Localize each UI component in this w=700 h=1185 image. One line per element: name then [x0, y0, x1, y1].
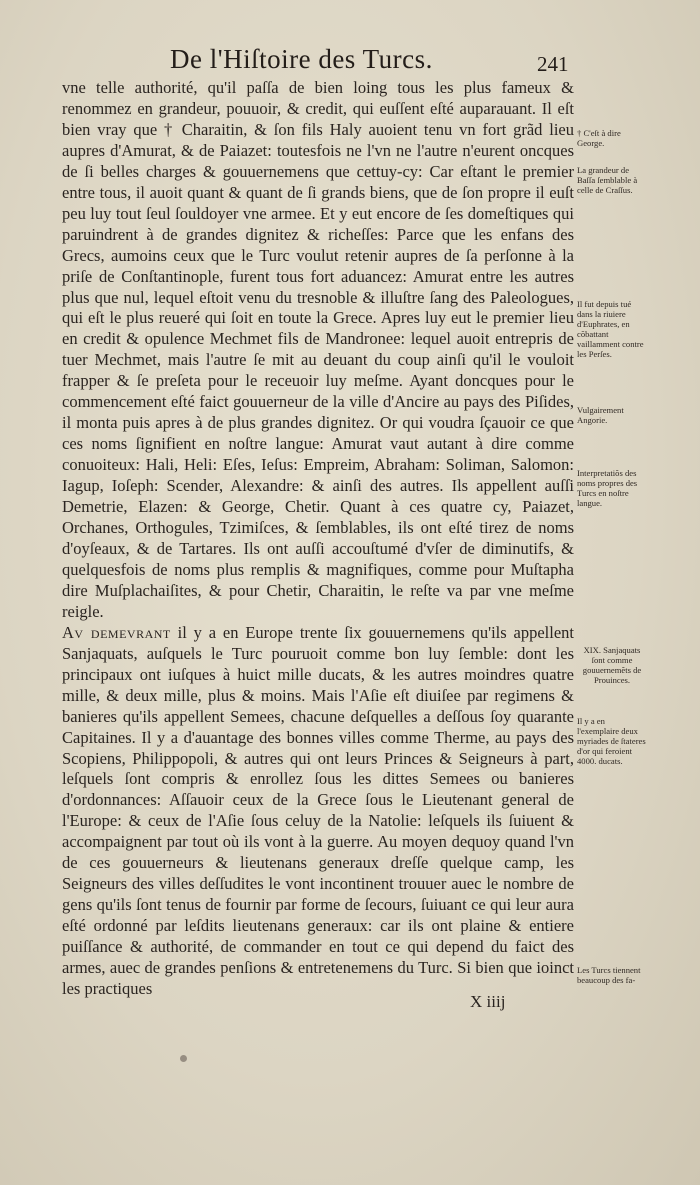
paragraph: vne telle authorité, qu'il paſſa de bien loing tous les plus fameux & renommez en grandeur, pouuoir, & credit, qui euſſent eſté auparauant. Il eſt bien vray que † Charaitin, & ſon fils Haly auoient tenu vn fort grãd lieu aupres d'Amurat, & de Paiazet: toutesfois ne l'vn ne l'autre n'eurent oncques de ſi belles charges & gouuernemens que cettuy-cy: Car eſtant le premier entre tous, il auoit quant & quant de ſi grands biens, que de ſon propre il euſt peu luy tout ſeul ſouldoyer vne armee. Et y eut encore de ſes domeſtiques qui paruindrent à de grandes dignitez & richeſſes: Parce que les enfans des Grecs, aumoins ceux que le Turc voulut retenir aupres de ſa perſonne à la priſe de Conſtantinople, furent tous fort aduancez: Amurat entre les autres plus que nul, lequel eſtoit venu du tresnoble & illuſtre ſang des Paleologues, qui eſt le plus reueré qui ſoit en toute la Grece. Apres luy eut le premier lieu en credit & opulence Mechmet fils de Mandronee: lequel auoit entrepris de tuer Mechmet, mais l'autre ſe mit au deuant du coup ainſi qu'il le vouloit frapper & ſe preſeta pour le receuoir luy meſme. Ayant doncques pour le commencement eſté faict gouuerneur de la ville d'Ancire au pays des Piſides, il monta puis apres à de plus grandes dignitez. Or qui voudra ſçauoir ce que ces noms ſignifient en noſtre langue: Amurat vaut autant à dire comme conuoiteux: Hali, Heli: Eſes, Ieſus: Empreim, Abraham: Soliman, Salomon: Iagup, Ioſeph: Scender, Alexandre: & ainſi des autres. Ils appellent auſſi Demetrie, Elazen: & George, Chetir. Quant à ces quatre cy, Paiazet, Orchanes, Orthogules, Tzimiſces, & ſemblables, ils ont eſté tirez de noms d'oyſeaux, & de Tartares. Ils ont auſſi accouſtumé d'vſer de diminutifs, & quelquesfois de noms plus remplis & magnifiques, comme pour Muſtapha dire Muſplachaiſites, & pour Chetir, Charaitin, le reſte va par vne meſme reigle. [62, 78, 574, 621]
margin-note: La grandeur de Baſſa ſemblable à celle de Craſſus. [577, 165, 638, 195]
margin-note: Il fut depuis tué dans la riuiere d'Euphrates, en cõbattant vaillamment contre les Perſes. [577, 299, 644, 359]
page-number: 241 [537, 52, 569, 76]
margin-note: Les Turcs tiennent beaucoup des fa- [577, 965, 641, 985]
margin-note: Il y a en l'exemplaire deux myriades de ſtateres d'or qui feroient 4000. ducats. [577, 716, 646, 766]
ink-spot [180, 1055, 187, 1062]
margin-note: Vulgairement Angorie. [577, 405, 624, 425]
paragraph-lead-words: Av demevrant [62, 622, 171, 642]
running-title: De l'Hiſtoire des Turcs. [170, 44, 433, 74]
signature-mark: X iiij [470, 992, 506, 1011]
margin-note: † C'eſt à dire George. [577, 128, 621, 148]
paragraph [62, 623, 574, 1000]
paragraph-text: il y a en Europe trente ſix gouuernemens qu'ils appellent Sanjaquats, auſquels le Turc pouruoit comme bon luy ſemble: dont les principaux ont iuſques à huict mille ducats, & les autres moindres quatre mille, & deux mille, plus & moins. Mais l'Aſie eſt diuiſee par regimens & banieres qu'ils appellent Semees, chacune deſquelles a deſſous ſoy quarante Capitaines. Il y a d'auantage des bonnes villes comme Therme, au pays des Scopiens, Philippopoli, & autres qui ont leurs Princes & Seigneurs à part, leſquels ſont compris & enrollez ſous les dittes Semees ou banieres d'ordonnances: Aſſauoir ceux de la Grece ſous le Lieutenant general de l'Europe: & ceux de l'Aſie ſous celuy de la Natolie: leſquels ils ſuiuent & accompaignent par tout où ils vont à la guerre. Au moyen dequoy quand l'vn de ces gouuerneurs & lieutenans generaux dreſſe quelque camp, les Seigneurs des villes deſſudites le vont incontinent trouuer auec le nombre de gens qu'ils ſont tenus de fournir par forme de ſecours, ſuiuant ce qui leur aura eſté ordonné par leſdits lieutenans generaux: car ils ont plaine & entiere puiſſance & authorité, de commander en tout ce qui depend du faict des armes, auec de grandes penſions & entretenemens du Turc. Si bien que ioinct les practiques [62, 622, 574, 998]
margin-note: Interpretatiõs des noms propres des Turcs en noſtre langue. [577, 468, 638, 508]
margin-note: XIX. Sanjaquats ſont comme gouuernemẽts de Prouinces. [582, 645, 642, 685]
main-text [62, 78, 574, 1000]
